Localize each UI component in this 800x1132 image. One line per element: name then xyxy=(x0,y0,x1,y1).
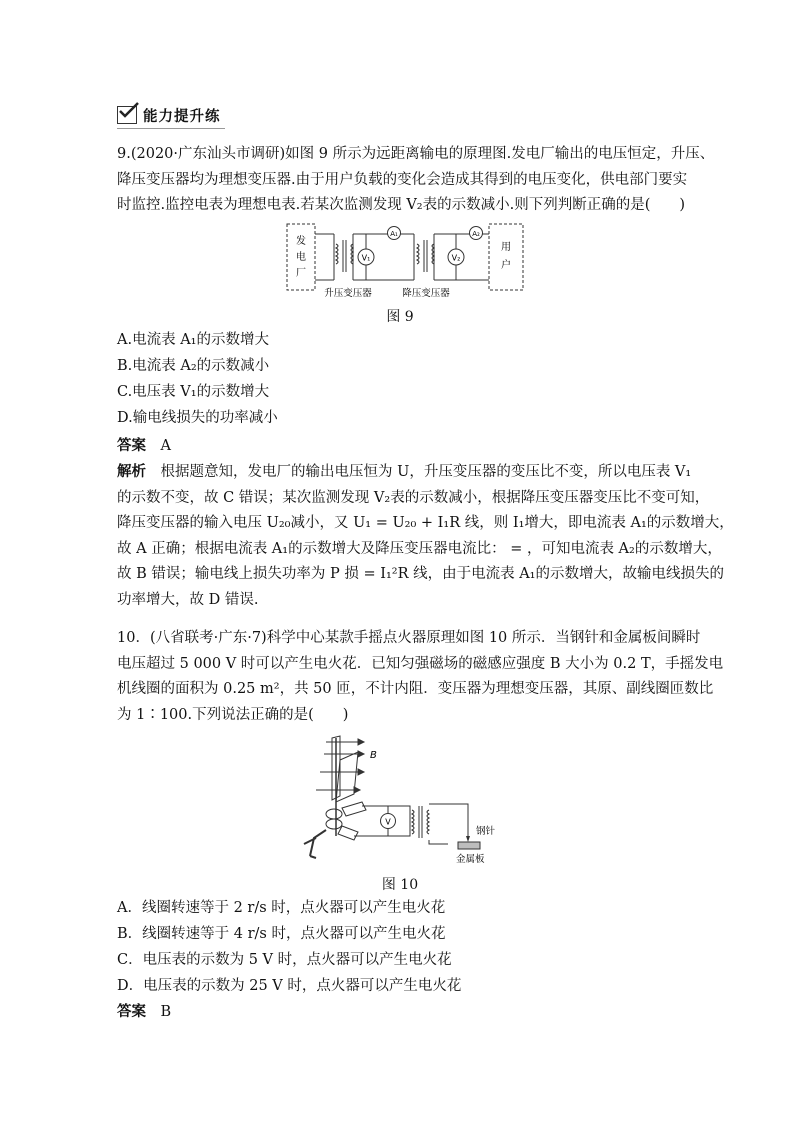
analysis-line: 降压变压器的输入电压 U₂₀减小，又 U₁ = U₂₀ + I₁R 线，则 I₁增大，即电流表 A₁的示数增大， xyxy=(117,515,734,531)
q9-stem-line: 时监控.监控电表为理想电表.若某次监测发现 V₂表的示数减小.则下列判断正确的是( ) xyxy=(117,197,686,213)
q9-caption: 图 9 xyxy=(386,309,414,325)
plate-label: 金属板 xyxy=(456,854,485,865)
section-title: 能力提升练 xyxy=(143,108,221,125)
q10-stem-line: 电压超过 5 000 V 时可以产生电火花．已知匀强磁场的磁感应强度 B 大小为 0.2 T，手摇发电 xyxy=(117,655,724,672)
analysis-line: 故 A 正确；根据电流表 A₁的示数增大及降压变压器电流比： = ，可知电流表 A₂的示数增大， xyxy=(117,540,722,557)
b-label: B xyxy=(370,750,377,761)
q9-answer-value: A xyxy=(160,438,171,454)
q10-stem-line: 为 1∶100.下列说法正确的是( ) xyxy=(117,706,349,723)
q9-answer xyxy=(117,434,171,460)
q9-option-c: C.电压表 V₁的示数增大 xyxy=(117,384,270,400)
section-underline xyxy=(117,128,225,129)
q9-option-a: A.电流表 A₁的示数增大 xyxy=(117,332,269,348)
analysis-line: 故 B 错误；输电线上损失功率为 P 损 = I₁²R 线，由于电流表 A₁的示数增大，故输电线损失的 xyxy=(117,566,724,582)
user-box xyxy=(489,224,523,290)
user-label-2: 户 xyxy=(501,260,511,271)
q10-option-c: C．电压表的示数为 5 V 时，点火器可以产生电火花 xyxy=(117,952,452,968)
q9-stem-line: 9.(2020·广东汕头市调研)如图 9 所示为远距离输电的原理图.发电厂输出的电压恒定，升压、 xyxy=(117,146,715,162)
checkbox-icon xyxy=(117,106,137,124)
a1-label: A₁ xyxy=(390,230,398,238)
transformer-secondary xyxy=(427,810,429,834)
stepup-label: 升压变压器 xyxy=(324,288,372,299)
q9-option-d: D.输电线损失的功率减小 xyxy=(117,410,278,426)
v-label: V xyxy=(385,817,391,827)
q10-figure xyxy=(296,732,506,868)
stepdown-label: 降压变压器 xyxy=(402,288,450,299)
stepup-primary-coil xyxy=(336,244,338,264)
analysis-label: 解析 xyxy=(117,464,146,480)
v1-label: V₁ xyxy=(361,253,371,263)
needle-label: 钢针 xyxy=(476,826,496,837)
analysis-line: 功率增大，故 D 错误. xyxy=(117,591,259,608)
user-label-1: 用 xyxy=(501,242,511,253)
crank-handle xyxy=(310,830,326,858)
metal-plate xyxy=(458,842,480,849)
q10-stem-line: 10．(八省联考·广东·7)科学中心某款手摇点火器原理如图 10 所示．当钢针和金属板间瞬时 xyxy=(117,630,701,646)
q10-answer-value: B xyxy=(160,1004,172,1020)
v2-label: V₂ xyxy=(451,253,461,263)
q10-option-b: B．线圈转速等于 4 r/s 时，点火器可以产生电火花 xyxy=(117,926,446,942)
section-heading xyxy=(117,104,221,126)
q10-answer xyxy=(117,1000,171,1026)
q9-stem xyxy=(117,142,715,219)
slip-ring-1 xyxy=(326,809,342,819)
plant-label-3: 厂 xyxy=(296,268,306,279)
q9-stem-line: 降压变压器均为理想变压器.由于用户负载的变化会造成其得到的电压变化，供电部门要实 xyxy=(117,171,688,188)
plant-label-1: 发 xyxy=(296,236,306,247)
q9-option-b: B.电流表 A₂的示数减小 xyxy=(117,358,270,374)
plant-label-2: 电 xyxy=(296,252,306,263)
q10-stem xyxy=(117,626,724,728)
q9-analysis xyxy=(117,460,734,613)
q10-stem-line: 机线圈的面积为 0.25 m²，共 50 匝，不计内阻．变压器为理想变压器，其原、副线圈匝数比 xyxy=(117,681,714,697)
transformer-primary xyxy=(412,810,414,834)
q9-answer-label: 答案 xyxy=(117,438,146,454)
q10-option-d: D．电压表的示数为 25 V 时，点火器可以产生电火花 xyxy=(117,978,462,994)
needle xyxy=(466,836,470,842)
analysis-line: 解析 根据题意知，发电厂的输出电压恒为 U，升压变压器的变压比不变，所以电压表 V₁ xyxy=(117,464,692,480)
q9-figure xyxy=(286,222,526,300)
analysis-line: 的示数不变，故 C 错误；某次监测发现 V₂表的示数减小，根据降压变压器变压比不变可知， xyxy=(117,489,710,506)
q10-answer-label: 答案 xyxy=(117,1004,146,1020)
q10-option-a: A．线圈转速等于 2 r/s 时，点火器可以产生电火花 xyxy=(117,900,446,916)
stepdown-primary-coil xyxy=(417,244,419,264)
q10-caption: 图 10 xyxy=(381,877,419,893)
a2-label: A₂ xyxy=(472,230,480,238)
slip-ring-2 xyxy=(326,819,342,829)
